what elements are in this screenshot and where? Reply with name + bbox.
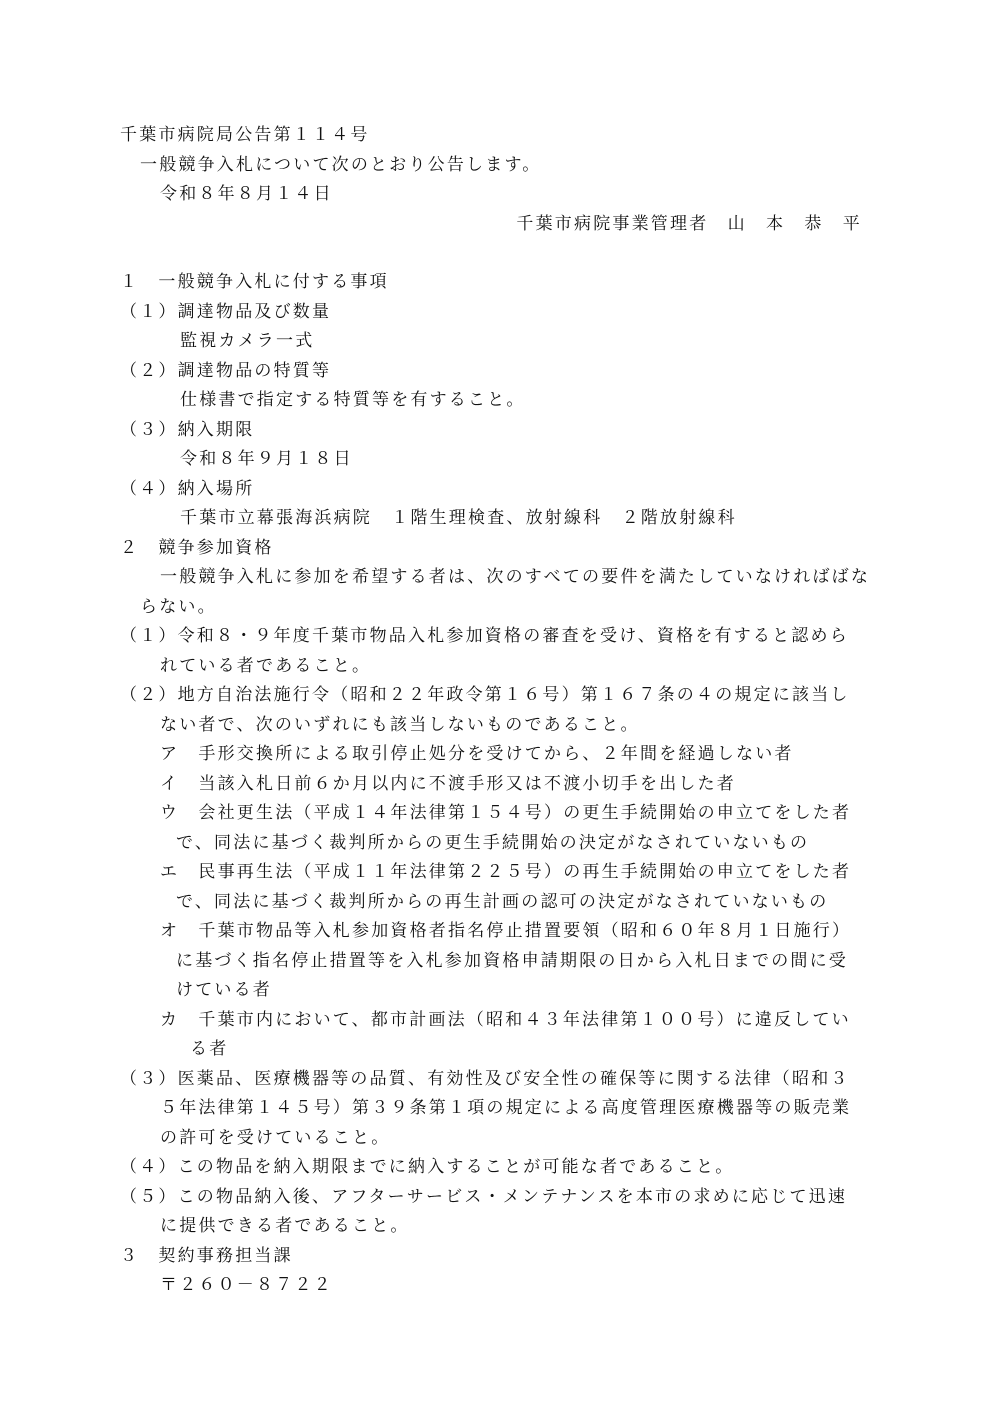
- section-2-item-3-line-1: （３）医薬品、医療機器等の品質、有効性及び安全性の確保等に関する法律（昭和３: [120, 1069, 850, 1089]
- section-1-item-1-value: 監視カメラ一式: [180, 331, 315, 351]
- sub-item-u-line-1: ウ 会社更生法（平成１４年法律第１５４号）の更生手続開始の申立てをした者: [160, 803, 852, 823]
- section-2-item-3-line-2: ５年法律第１４５号）第３９条第１項の規定による高度管理医療機器等の販売業: [160, 1098, 852, 1118]
- section-2-item-2-line-2: ない者で、次のいずれにも該当しないものであること。: [160, 715, 640, 735]
- notice-number: 千葉市病院局公告第１１４号: [120, 125, 370, 145]
- section-2-intro-line-2: らない。: [140, 597, 217, 617]
- section-3-heading: ３ 契約事務担当課: [120, 1246, 293, 1266]
- notice-date: 令和８年８月１４日: [160, 184, 333, 204]
- section-2-intro-line-1: 一般競争入札に参加を希望する者は、次のすべての要件を満たしていなければばな: [160, 567, 871, 587]
- section-2-heading: ２ 競争参加資格: [120, 538, 274, 558]
- notice-intro: 一般競争入札について次のとおり公告します。: [140, 155, 542, 175]
- section-1-item-2-label: （２）調達物品の特質等: [120, 361, 332, 381]
- sub-item-o-line-2: に基づく指名停止措置等を入札参加資格申請期限の日から入札日までの間に受: [176, 951, 848, 971]
- section-1-item-1-label: （１）調達物品及び数量: [120, 302, 332, 322]
- sub-item-u-line-2: で、同法に基づく裁判所からの更生手続開始の決定がなされていないもの: [176, 833, 810, 853]
- section-2-item-4: （４）この物品を納入期限までに納入することが可能な者であること。: [120, 1157, 735, 1177]
- section-1-item-2-value: 仕様書で指定する特質等を有すること。: [180, 390, 526, 410]
- sub-item-ka-line-1: カ 千葉市内において、都市計画法（昭和４３年法律第１００号）に違反してい: [160, 1010, 851, 1030]
- section-1-item-3-value: 令和８年９月１８日: [180, 449, 353, 469]
- sub-item-a: ア 手形交換所による取引停止処分を受けてから、２年間を経過しない者: [160, 744, 794, 764]
- sub-item-o-line-3: けている者: [176, 980, 272, 1000]
- section-2-item-2-line-1: （２）地方自治法施行令（昭和２２年政令第１６号）第１６７条の４の規定に該当し: [120, 685, 850, 705]
- section-1-heading: １ 一般競争入札に付する事項: [120, 272, 389, 292]
- section-1-item-4-label: （４）納入場所: [120, 479, 255, 499]
- sub-item-e-line-2: で、同法に基づく裁判所からの再生計画の認可の決定がなされていないもの: [176, 892, 829, 912]
- sub-item-o-line-1: オ 千葉市物品等入札参加資格者指名停止措置要領（昭和６０年８月１日施行）: [160, 921, 852, 941]
- section-2-item-5-line-1: （５）この物品納入後、アフターサービス・メンテナンスを本市の求めに応じて迅速: [120, 1187, 848, 1207]
- sub-item-e-line-1: エ 民事再生法（平成１１年法律第２２５号）の再生手続開始の申立てをした者: [160, 862, 852, 882]
- section-2-item-1-line-2: れている者であること。: [160, 656, 372, 676]
- postal-code: 〒２６０－８７２２: [160, 1275, 333, 1295]
- section-1-item-3-label: （３）納入期限: [120, 420, 255, 440]
- section-2-item-3-line-3: の許可を受けていること。: [160, 1128, 391, 1148]
- sub-item-ka-line-2: る者: [190, 1039, 229, 1059]
- section-2-item-1-line-1: （１）令和８・９年度千葉市物品入札参加資格の審査を受け、資格を有すると認めら: [120, 626, 849, 646]
- section-2-item-5-line-2: に提供できる者であること。: [160, 1216, 410, 1236]
- issuer-name: 千葉市病院事業管理者 山 本 恭 平: [516, 214, 862, 234]
- sub-item-i: イ 当該入札日前６か月以内に不渡手形又は不渡小切手を出した者: [160, 774, 736, 794]
- section-1-item-4-value: 千葉市立幕張海浜病院 １階生理検査、放射線科 ２階放射線科: [180, 508, 737, 528]
